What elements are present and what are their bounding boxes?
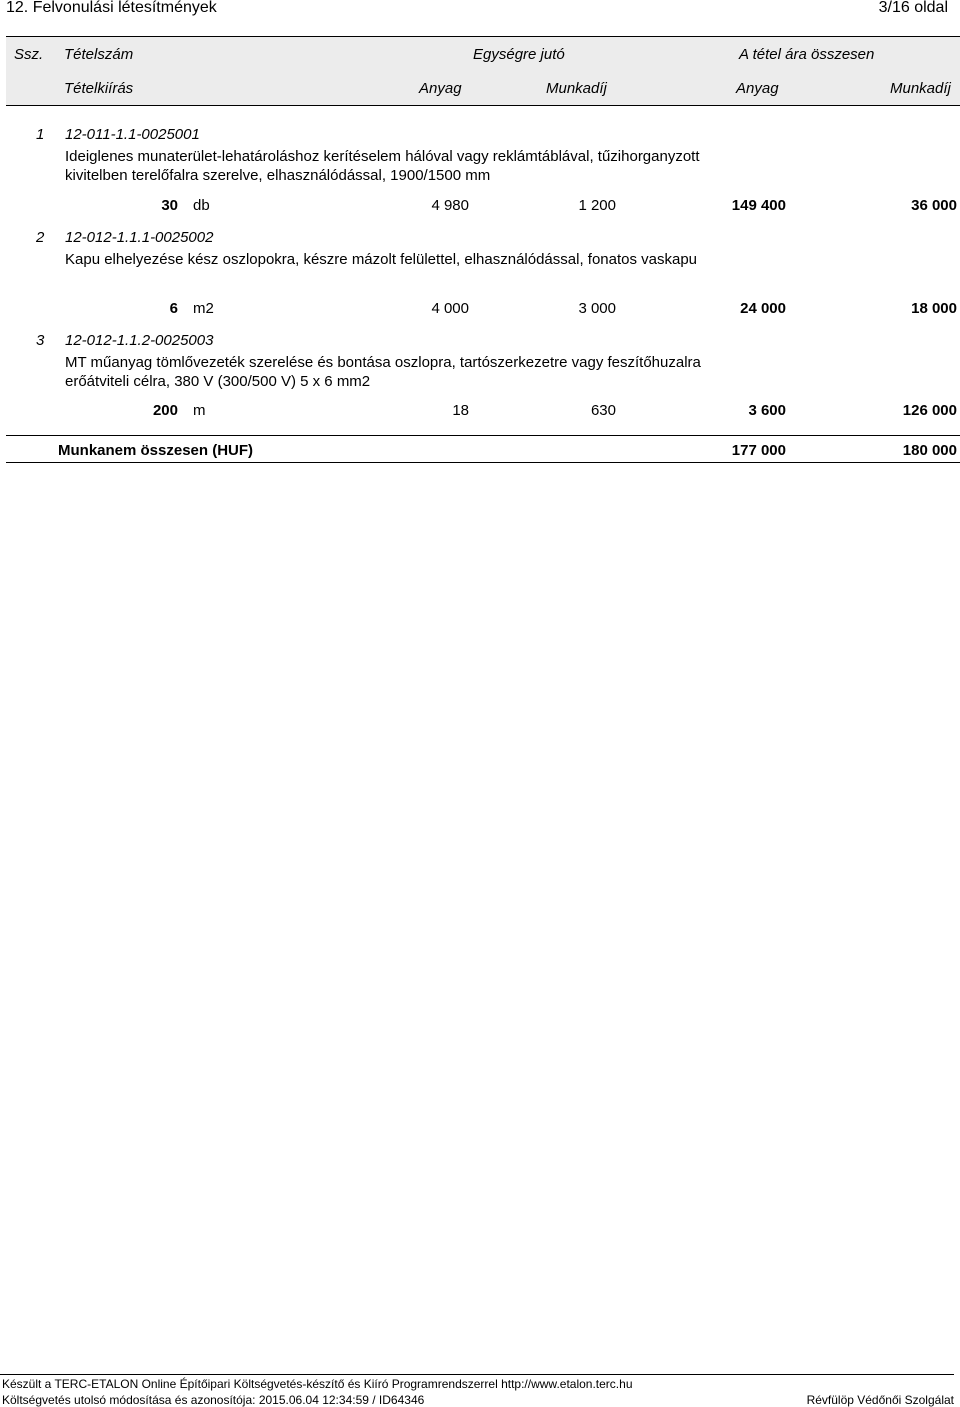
item-unit-material: 4 000 xyxy=(431,300,469,317)
table-header xyxy=(6,36,960,106)
item-total-material: 24 000 xyxy=(740,300,786,317)
item-total-labor: 36 000 xyxy=(911,197,957,214)
item-number: 3 xyxy=(36,332,45,349)
col-munkadij-total: Munkadíj xyxy=(890,80,951,97)
footer-generator-note: Készült a TERC-ETALON Online Építőipari Költségvetés-készítő és Kiíró Programrendszerrel http://www.etalon.terc.hu xyxy=(2,1377,633,1391)
item-total-labor: 126 000 xyxy=(902,402,957,419)
footer-divider xyxy=(0,1374,954,1375)
col-tetelkiiras: Tételkiírás xyxy=(64,80,134,97)
col-anyag-total: Anyag xyxy=(736,80,779,97)
col-egysegre-juto: Egységre jutó xyxy=(473,46,565,63)
col-tetelszam: Tételszám xyxy=(64,46,134,63)
col-anyag-unit: Anyag xyxy=(419,80,462,97)
page-counter: 3/16 oldal xyxy=(878,0,948,16)
col-ssz: Ssz. xyxy=(14,46,44,63)
item-description: Kapu elhelyezése kész oszlopokra, készre mázolt felülettel, elhasználódással, fonatos vaskapu xyxy=(65,251,698,268)
item-number: 2 xyxy=(36,229,45,246)
total-divider-bottom xyxy=(6,462,960,463)
item-total-material: 3 600 xyxy=(748,402,786,419)
total-material: 177 000 xyxy=(731,442,786,459)
item-unit: db xyxy=(193,197,210,214)
item-unit-labor: 3 000 xyxy=(578,300,616,317)
footer-organization: Révfülöp Védőnői Szolgálat xyxy=(806,1393,954,1407)
item-code: 12-012-1.1.1-0025002 xyxy=(65,229,214,246)
item-description: MT műanyag tömlővezeték szerelése és bontása oszlopra, tartószerkezetre vagy feszítőhuzalra erőátviteli célra, 380 V (300/500 V) 5 x 6 mm2 xyxy=(65,354,701,390)
total-label: Munkanem összesen (HUF) xyxy=(58,442,254,459)
item-unit-material: 18 xyxy=(452,402,469,419)
item-code: 12-012-1.1.2-0025003 xyxy=(65,332,214,349)
item-unit: m2 xyxy=(193,300,214,317)
col-tetel-ara-osszesen: A tétel ára összesen xyxy=(739,46,875,63)
item-description: Ideiglenes munaterület-lehatároláshoz kerítéselem hálóval vagy reklámtáblával, tűzihorganyzott kivitelben terelőfalra szerelve, elhasználódással, 1900/1500 mm xyxy=(65,148,700,184)
item-unit: m xyxy=(193,402,206,419)
item-quantity: 6 xyxy=(169,300,178,317)
item-unit-labor: 630 xyxy=(590,402,616,419)
item-code: 12-011-1.1-0025001 xyxy=(65,126,200,143)
item-unit-material: 4 980 xyxy=(431,197,469,214)
item-total-labor: 18 000 xyxy=(911,300,957,317)
total-labor: 180 000 xyxy=(902,442,957,459)
item-quantity: 30 xyxy=(161,197,178,214)
item-total-material: 149 400 xyxy=(731,197,786,214)
item-quantity: 200 xyxy=(152,402,178,419)
col-munkadij-unit: Munkadíj xyxy=(546,80,607,97)
item-unit-labor: 1 200 xyxy=(578,197,616,214)
item-number: 1 xyxy=(36,126,45,143)
footer-modification-id: Költségvetés utolsó módosítása és azonosítója: 2015.06.04 12:34:59 / ID64346 xyxy=(2,1393,425,1407)
total-divider-top xyxy=(6,435,960,436)
section-title: 12. Felvonulási létesítmények xyxy=(6,0,217,16)
